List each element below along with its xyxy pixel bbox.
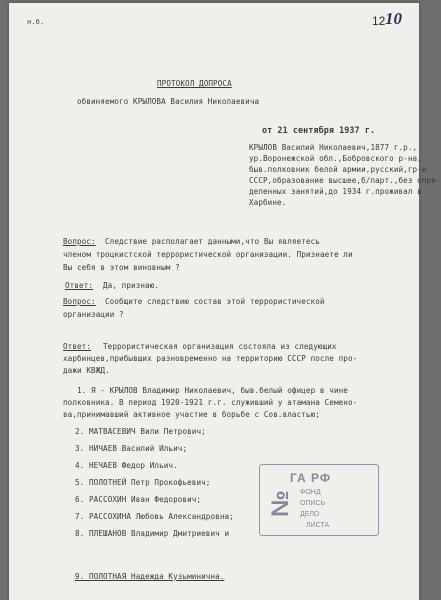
archive-stamp xyxy=(259,464,379,536)
stamp-lista: ЛИСТА xyxy=(306,522,330,529)
question-text: Сообщите следствию состав этой террористической xyxy=(105,297,325,306)
answer-text: дажи КВЖД. xyxy=(63,366,110,375)
page-number-handwritten: 10 xyxy=(385,9,402,28)
document-subtitle: обвиняемого КРЫЛОВА Василия Николаевича xyxy=(77,97,260,106)
answer-label: Ответ: xyxy=(63,342,92,351)
document-date: от 21 сентября 1937 г. xyxy=(262,125,376,135)
list-item: 2. МАТВАСЕВИЧ Вили Петрович; xyxy=(75,427,206,436)
list-item: 7. РАССОХИНА Любовь Александровна; xyxy=(75,512,234,521)
question-text: организации ? xyxy=(63,310,124,319)
page-number-printed: 12 xyxy=(372,14,386,28)
answer-text: харбинцев,прибывших разновременно на территорию СССР после про- xyxy=(63,354,358,363)
list-item: 5. ПОЛОТНЕЙ Петр Прокофьевич; xyxy=(75,478,211,487)
list-item: 4. НЕЧАЕВ Федор Ильич. xyxy=(75,461,178,470)
list-item: 6. РАССОХИН Иван Федорович; xyxy=(75,495,202,504)
stamp-archive-name: ГА РФ xyxy=(290,471,332,485)
biography-line: деленных занятий,до 1934 г.проживал в xyxy=(249,187,422,196)
number-sign-icon xyxy=(264,485,292,525)
question-text: Вы себя в этом виновным ? xyxy=(63,263,180,272)
biography-line: быв.полковник белой армии,русский,гр-н xyxy=(249,165,427,174)
question-label: Вопрос: xyxy=(63,297,96,306)
list-item: 9. ПОЛОТНАЯ Надежда Кузьминична. xyxy=(75,572,225,581)
answer-label: Ответ: xyxy=(65,281,94,290)
list-item: 1. Я - КРЫЛОВ Владимир Николаевич, быв.белый офицер в чине xyxy=(77,386,348,395)
list-item: 3. НИЧАЕВ Василий Ильич; xyxy=(75,444,188,453)
stamp-fond: ФОНД xyxy=(300,489,321,496)
biography-line: КРЫЛОВ Василий Николаевич,1877 г.р., xyxy=(249,143,418,152)
stamp-delo: ДЕЛО xyxy=(300,511,320,518)
biography-line: СССР,образование высшее,б/парт.,без опре- xyxy=(249,176,441,185)
answer-text: Да, признаю. xyxy=(103,281,160,290)
stamp-opis: ОПИСЬ xyxy=(300,500,326,507)
question-label: Вопрос: xyxy=(63,237,96,246)
answer-text: Террористическая организация состояла из следующих xyxy=(103,342,337,351)
document-page xyxy=(9,3,441,600)
list-item: ва,принимавший активное участие в борьбе с Сов.властью; xyxy=(63,410,320,419)
list-item: полковника. В период 1920-1921 г.г. служивший у атамана Семено- xyxy=(63,398,358,407)
list-item: 8. ПЛЕШАНОВ Владимир Дмитриевич и xyxy=(75,529,230,538)
question-text: Следствие располагает данными,что Вы являетесь xyxy=(105,237,320,246)
corner-mark: н.б. xyxy=(27,18,45,26)
biography-line: ур.Воронежской обл.,Бобровского р-на, xyxy=(249,154,422,163)
question-text: членом троцкистской террористической организации. Признаете ли xyxy=(63,250,353,259)
biography-line: Харбине. xyxy=(249,198,287,207)
svg-text:№: № xyxy=(267,490,294,517)
document-title: ПРОТОКОЛ ДОПРОСА xyxy=(157,79,232,88)
